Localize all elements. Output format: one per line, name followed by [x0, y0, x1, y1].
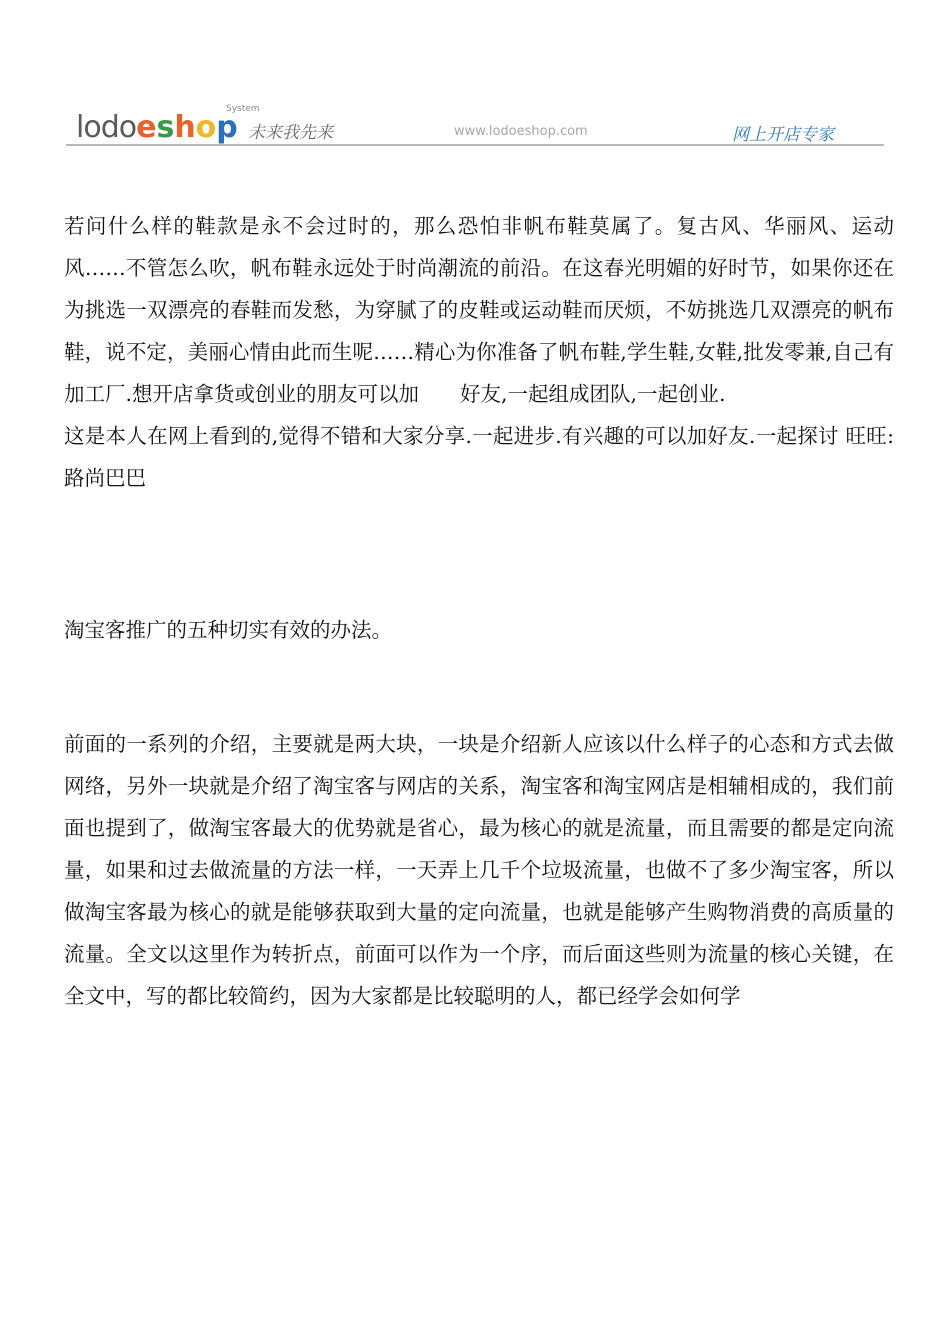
lodoeshop-logo[interactable] — [76, 104, 260, 145]
logo-letter: s — [156, 110, 175, 145]
logo-letter: h — [174, 110, 196, 145]
logo-letter: o — [195, 110, 217, 145]
article-paragraph-3: 前面的一系列的介绍，主要就是两大块，一块是介绍新人应该以什么样子的心态和方式去做网络，另外一块就是介绍了淘宝客与网店的关系，淘宝客和淘宝网店是相辅相成的，我们前面也提到了，做淘宝客最大的优势就是省心，最为核心的就是流量，而且需要的都是定向流量，如果和过去做流量的方法一样，一天弄上几千个垃圾流量，也做不了多少淘宝客，所以做淘宝客最为核心的就是能够获取到大量的定向流量，也就是能够产生购物消费的高质量的流量。全文以这里作为转折点，前面可以作为一个序，而后面这些则为流量的核心关键，在全文中，写的都比较简约，因为大家都是比较聪明的人，都已经学会如何学 — [64, 732, 894, 1008]
article-heading: 淘宝客推广的五种切实有效的办法。 — [64, 618, 392, 642]
spacer — [64, 651, 894, 723]
logo-text-lodo: lodo — [76, 110, 137, 145]
article-paragraph-2: 这是本人在网上看到的,觉得不错和大家分享.一起进步.有兴趣的可以加好友.一起探讨 旺旺:路尚巴巴 — [64, 424, 894, 490]
logo-letter: p — [216, 110, 238, 145]
header-url[interactable]: www.lodoeshop.com — [454, 124, 588, 139]
article-body — [64, 205, 894, 1017]
header-tagline: 网上开店专家 — [732, 125, 834, 145]
logo-letter: e — [136, 110, 157, 145]
article-paragraph-1: 若问什么样的鞋款是永不会过时的，那么恐怕非帆布鞋莫属了。复古风、华丽风、运动风……不管怎么吹，帆布鞋永远处于时尚潮流的前沿。在这春光明媚的好时节，如果你还在为挑选一双漂亮的春鞋而发愁，为穿腻了的皮鞋或运动鞋而厌烦，不妨挑选几双漂亮的帆布鞋，说不定，美丽心情由此而生呢……精心为你准备了帆布鞋,学生鞋,女鞋,批发零兼,自己有加工厂.想开店拿货或创业的朋友可以加 好友,一起组成团队,一起创业. — [64, 214, 894, 406]
header-slogan: 未来我先来 — [248, 123, 333, 143]
page-header — [66, 100, 884, 146]
spacer — [64, 499, 894, 609]
header-divider — [66, 144, 884, 146]
logo-superscript: System — [226, 104, 260, 114]
